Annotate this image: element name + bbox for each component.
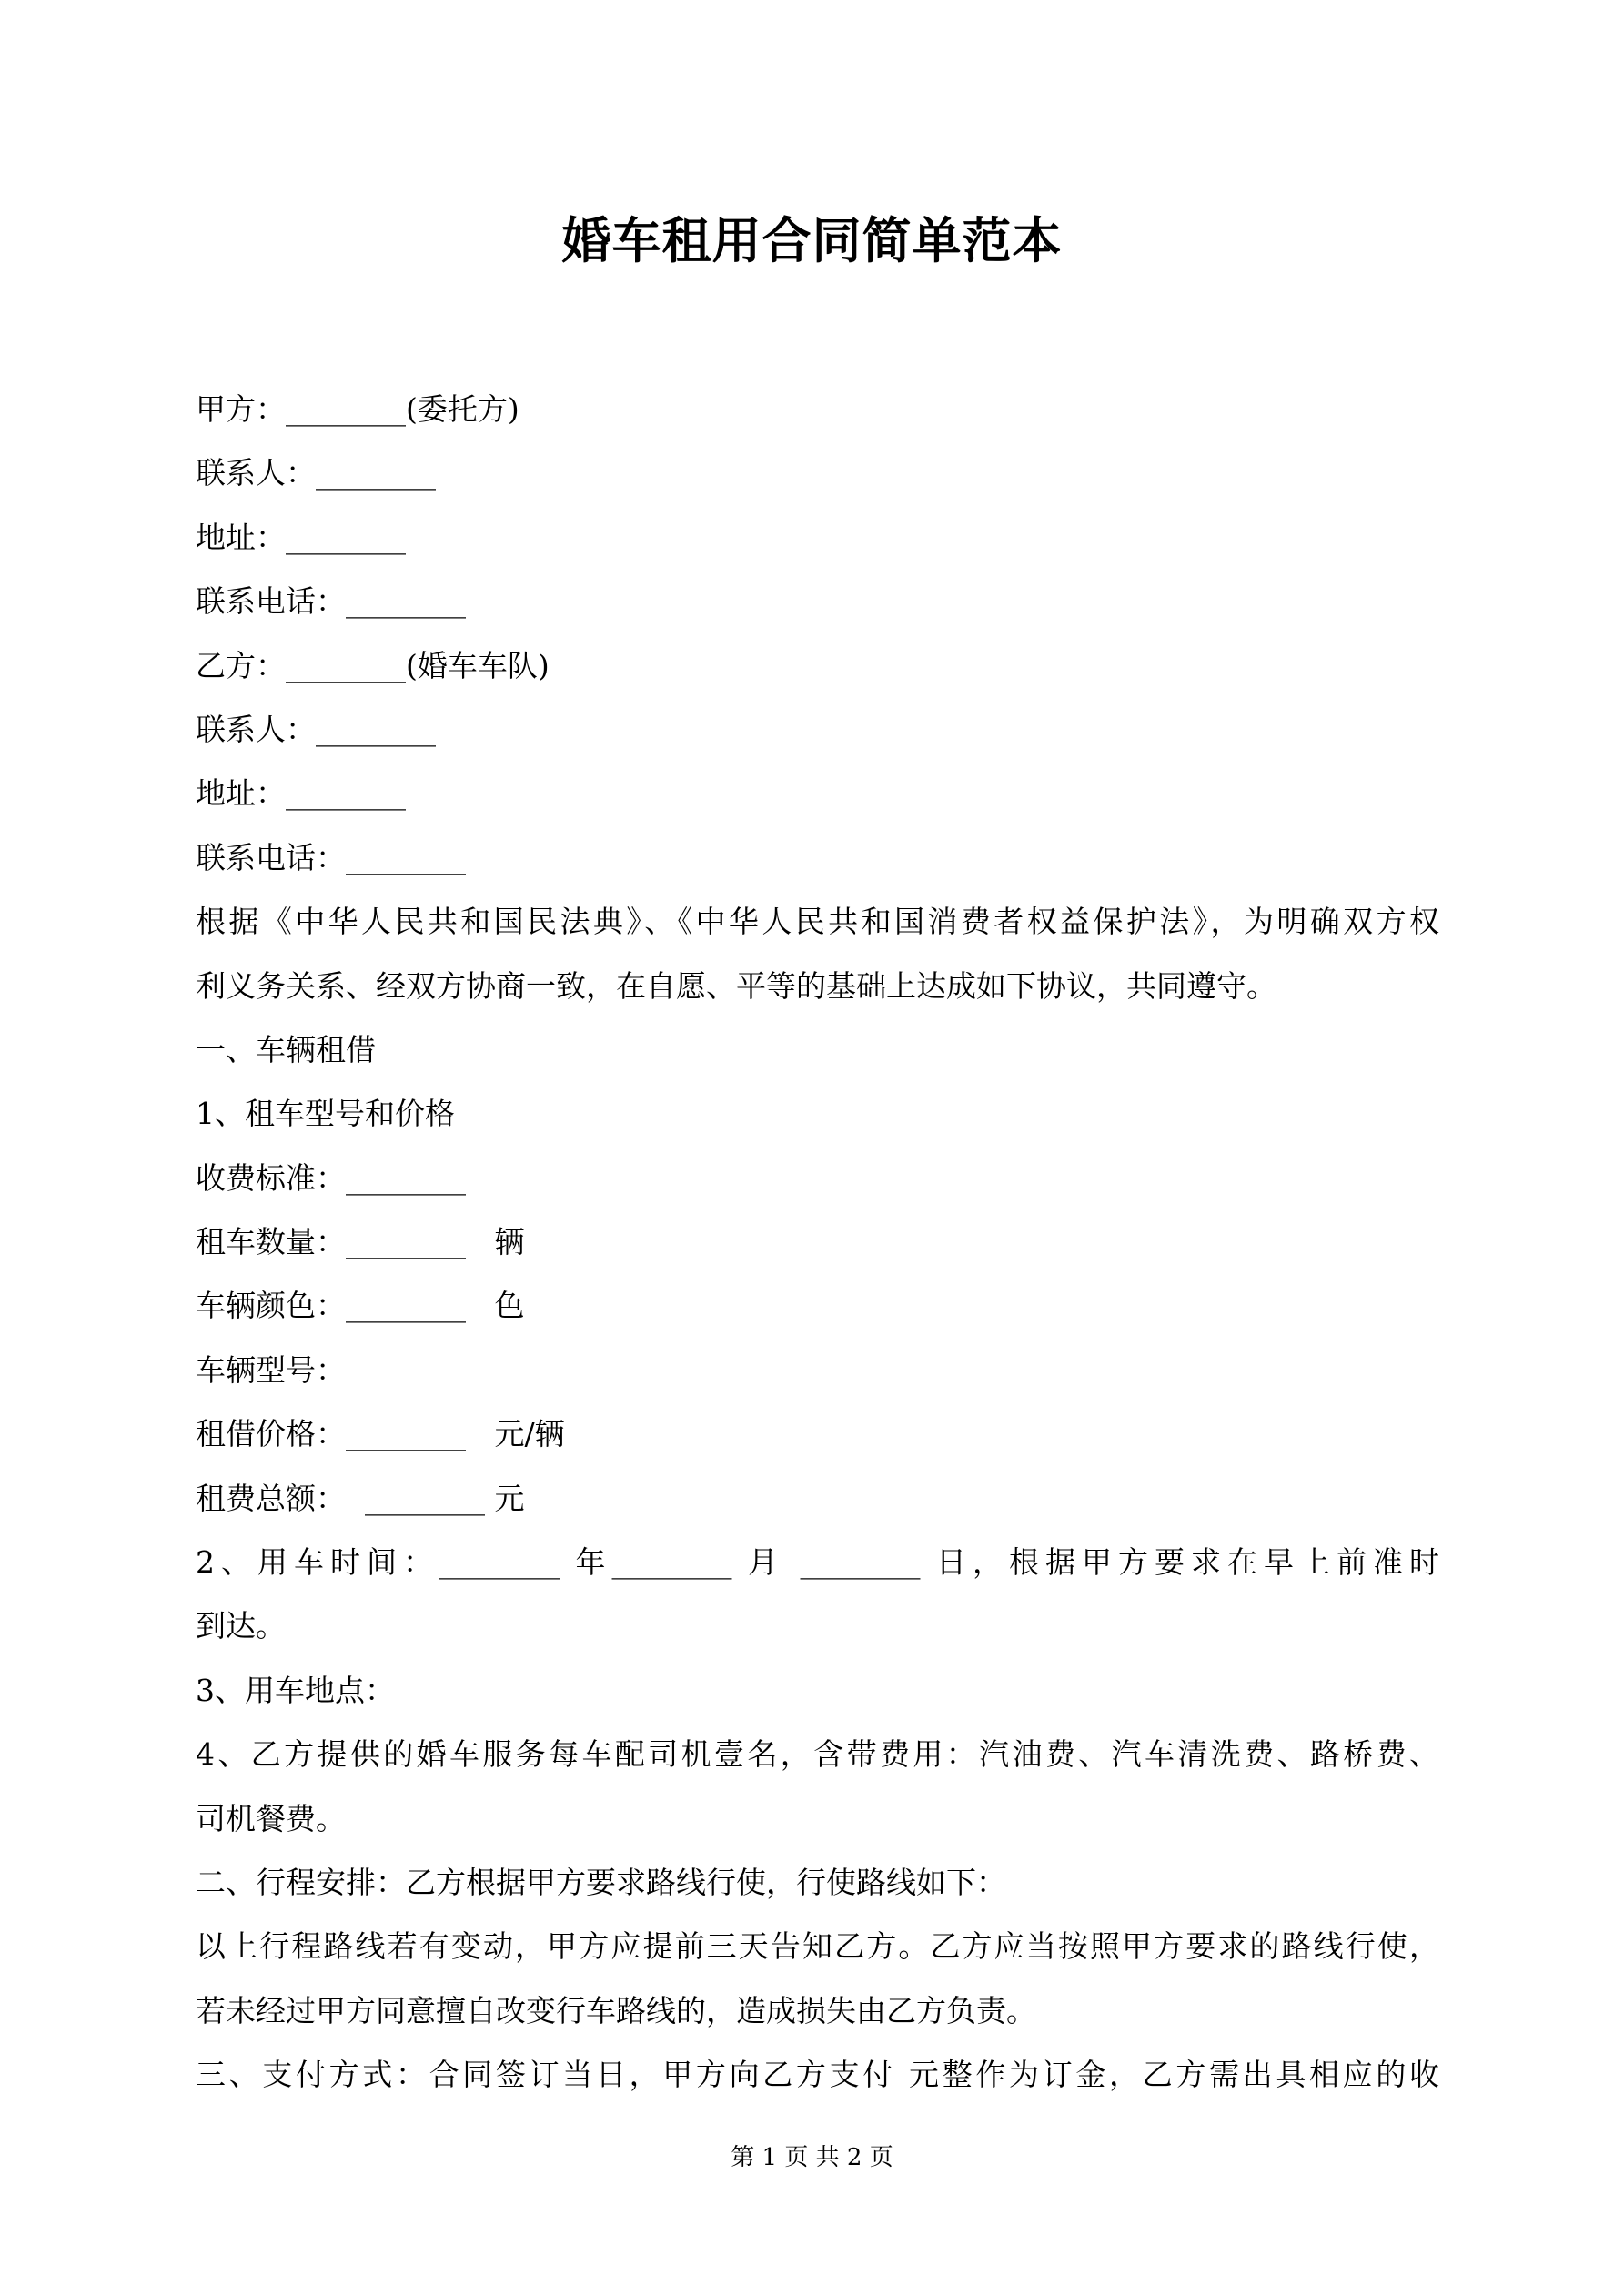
document-line: 联系电话：________ [196, 839, 466, 875]
document-line: 乙方：________(婚车车队) [196, 647, 550, 683]
document-line: 车辆颜色：________ 色 [196, 1288, 525, 1324]
document-line: 联系人：________ [196, 455, 436, 491]
page-number-footer: 第 1 页 共 2 页 [731, 2144, 893, 2171]
document-line: 租费总额： ________ 元 [196, 1480, 525, 1516]
document-line: 3、用车地点： [196, 1672, 395, 1708]
document-line: 联系人：________ [196, 711, 436, 747]
document-line: 收费标准：________ [196, 1159, 466, 1196]
document-line: 到达。 [196, 1608, 286, 1644]
document-line: 地址：________ [196, 519, 406, 555]
document-line: 甲方：________(委托方) [196, 391, 519, 427]
document-line: 二、行程安排：乙方根据甲方要求路线行使，行使路线如下： [196, 1864, 1006, 1900]
document-line: 三、支付方式：合同签订当日，甲方向乙方支付 元整作为订金，乙方需出具相应的收 [196, 2057, 1439, 2093]
document-line: 地址：________ [196, 775, 406, 812]
document-line: 1、租车型号和价格 [196, 1096, 455, 1132]
document-line: 联系电话：________ [196, 583, 466, 620]
document-line: 4、乙方提供的婚车服务每车配司机壹名，含带费用：汽油费、汽车清洗费、路桥费、 [196, 1736, 1439, 1773]
document-line: 车辆型号： [196, 1351, 346, 1388]
document-line: 利义务关系、经双方协商一致，在自愿、平等的基础上达成如下协议，共同遵守。 [196, 967, 1276, 1004]
document-line: 司机餐费。 [196, 1800, 346, 1836]
document-line: 租借价格：________ 元/辆 [196, 1416, 565, 1452]
document-line: 以上行程路线若有变动，甲方应提前三天告知乙方。乙方应当按照甲方要求的路线行使， [196, 1928, 1439, 1965]
document-line: 2、用车时间：________ 年________ 月 ________ 日，根据甲方要求在早上前准时 [196, 1544, 1439, 1581]
document-line: 一、车辆租借 [196, 1031, 376, 1067]
document-line: 若未经过甲方同意擅自改变行车路线的，造成损失由乙方负责。 [196, 1992, 1036, 2028]
document-line: 租车数量：________ 辆 [196, 1224, 525, 1260]
document-title: 婚车租用合同简单范本 [561, 211, 1063, 269]
document-body [196, 378, 1439, 2108]
document-line: 根据《中华人民共和国民法典》、《中华人民共和国消费者权益保护法》，为明确双方权 [196, 904, 1439, 940]
